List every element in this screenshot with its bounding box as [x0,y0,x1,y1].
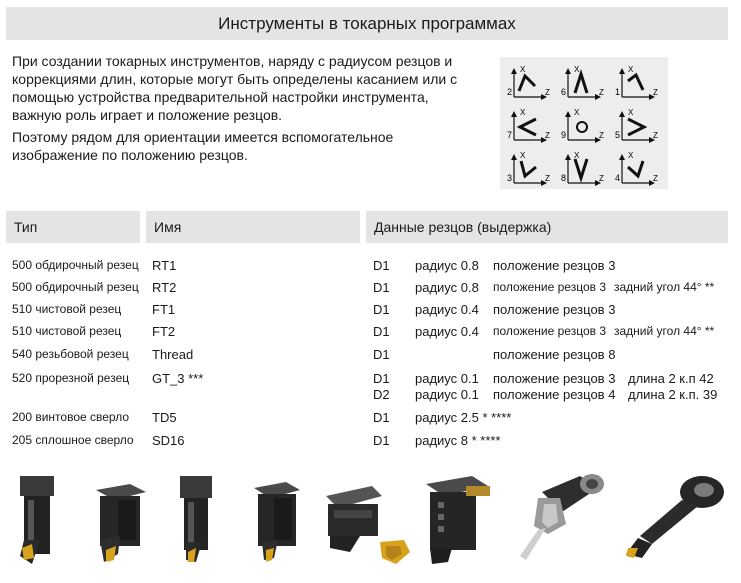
axis-z-label: Z [545,88,550,97]
axis-z-label: Z [653,88,658,97]
cell-type: 500 обдирочный резец [12,280,139,294]
cutter-position-svg [500,57,668,189]
cell-d: D1 [373,371,390,386]
threading-tool-image [320,474,416,570]
axis-x-label: X [520,65,526,74]
cell-d: D1 [373,347,390,362]
cell-d: D1 [373,258,390,273]
twist-drill-image [508,468,612,568]
cell-type: 205 сплошное сверло [12,433,134,447]
cell-name: FT1 [152,302,176,317]
cell-name: SD16 [152,433,185,448]
cell-d: D1 [373,324,390,339]
axis-x-label: X [574,108,580,117]
column-header-name-label: Имя [154,219,182,235]
position-number: 6 [561,87,567,97]
axis-x-label: X [520,108,526,117]
position-cell-1 [615,65,658,97]
cell-d: D1 [373,280,390,295]
cell-type: 200 винтовое сверло [12,410,130,424]
axis-x-label: X [628,108,634,117]
intro-paragraph-2: Поэтому рядом для ориентации имеется вспомогательное изображение по положению резцов. [12,129,394,163]
cell-radius: радиус 0.1 [415,371,479,386]
cell-name: RT2 [152,280,177,295]
cell-d: D1 [373,410,390,425]
cell-name: GT_3 *** [152,371,204,386]
position-number: 3 [507,173,513,183]
cell-radius: радиус 2.5 * **** [415,410,512,425]
grooving-tool-image [418,468,496,568]
column-header-type-label: Тип [14,219,38,235]
cell-position: положение резцов 3 [493,302,616,317]
cell-type: 520 прорезной резец [12,371,130,385]
position-number: 9 [561,130,567,140]
cell-d2: D2 [373,387,390,402]
position-cell-4 [615,151,658,183]
cell-radius2: радиус 0.1 [415,387,479,402]
cell-name: TD5 [152,410,177,425]
solid-drill-image [612,468,732,568]
intro-paragraph-1: При создании токарных инструментов, наряду с радиусом резцов и коррекциями длин, которые могут быть определены касанием или с помощью устройства предварительной настройки инструмента, важную роль играет и положение резцов. [12,53,458,123]
finishing-tool-2-image [248,470,306,570]
position-cell-8 [561,151,604,183]
cell-type: 510 чистовой резец [12,302,122,316]
cell-type: 510 чистовой резец [12,324,122,338]
position-cell-7 [507,108,550,140]
position-number: 1 [615,87,621,97]
cutter-shape [519,76,535,91]
cell-radius: радиус 0.8 [415,280,479,295]
position-cell-9 [561,108,604,140]
cell-radius: радиус 0.8 [415,258,479,273]
axis-z-label: Z [545,174,550,183]
cell-name: Thread [152,347,194,362]
cell-radius: радиус 8 * **** [415,433,501,448]
cell-position: положение резцов 8 [493,347,616,362]
axis-z-label: Z [653,174,658,183]
cell-position: положение резцов 3 [493,324,607,338]
cutter-shape [628,75,643,90]
position-cell-3 [507,151,550,183]
cell-name: FT2 [152,324,176,339]
cutter-shape [577,122,587,132]
position-cell-2 [507,65,550,97]
cell-extra: задний угол 44° ** [614,280,715,294]
axis-z-label: Z [599,131,604,140]
cutter-shape [520,119,536,135]
position-number: 4 [615,173,621,183]
position-cell-6 [561,65,604,97]
cutter-shape [575,74,587,93]
roughing-tool-image [10,470,66,570]
cell-type: 500 обдирочный резец [12,258,139,272]
cutter-shape [575,159,587,178]
axis-x-label: X [628,65,634,74]
axis-x-label: X [520,151,526,160]
cutter-shape [628,119,644,135]
page-title-bar [6,7,728,40]
cell-position: положение резцов 3 [493,258,616,273]
column-header-data [366,211,728,243]
axis-z-label: Z [599,174,604,183]
position-cell-5 [615,108,658,140]
cell-d: D1 [373,302,390,317]
intro-text [12,52,462,168]
axis-x-label: X [574,151,580,160]
cutter-position-diagram [500,57,668,189]
cell-name: RT1 [152,258,177,273]
position-number: 2 [507,87,513,97]
column-header-data-label: Данные резцов (выдержка) [374,219,552,235]
cell-d: D1 [373,433,390,448]
position-number: 7 [507,130,513,140]
cutter-shape [628,161,643,176]
cell-extra: задний угол 44° ** [614,324,715,338]
column-header-type [6,211,140,243]
cell-extra2: длина 2 к.п. 39 [628,387,718,402]
roughing-tool-2-image [90,470,152,570]
cell-radius: радиус 0.4 [415,324,479,339]
cell-position: положение резцов 3 [493,371,616,386]
cell-position2: положение резцов 4 [493,387,616,402]
finishing-tool-image [172,470,222,570]
position-number: 5 [615,130,621,140]
column-header-name [146,211,360,243]
axis-x-label: X [574,65,580,74]
cell-position: положение резцов 3 [493,280,607,294]
axis-z-label: Z [545,131,550,140]
cell-extra: длина 2 к.п 42 [628,371,714,386]
cell-radius: радиус 0.4 [415,302,479,317]
axis-z-label: Z [599,88,604,97]
axis-z-label: Z [653,131,658,140]
cutter-shape [521,161,536,176]
cell-type: 540 резьбовой резец [12,347,129,361]
axis-x-label: X [628,151,634,160]
position-number: 8 [561,173,567,183]
page-title: Инструменты в токарных программах [218,13,516,33]
tool-images-strip [0,462,741,580]
